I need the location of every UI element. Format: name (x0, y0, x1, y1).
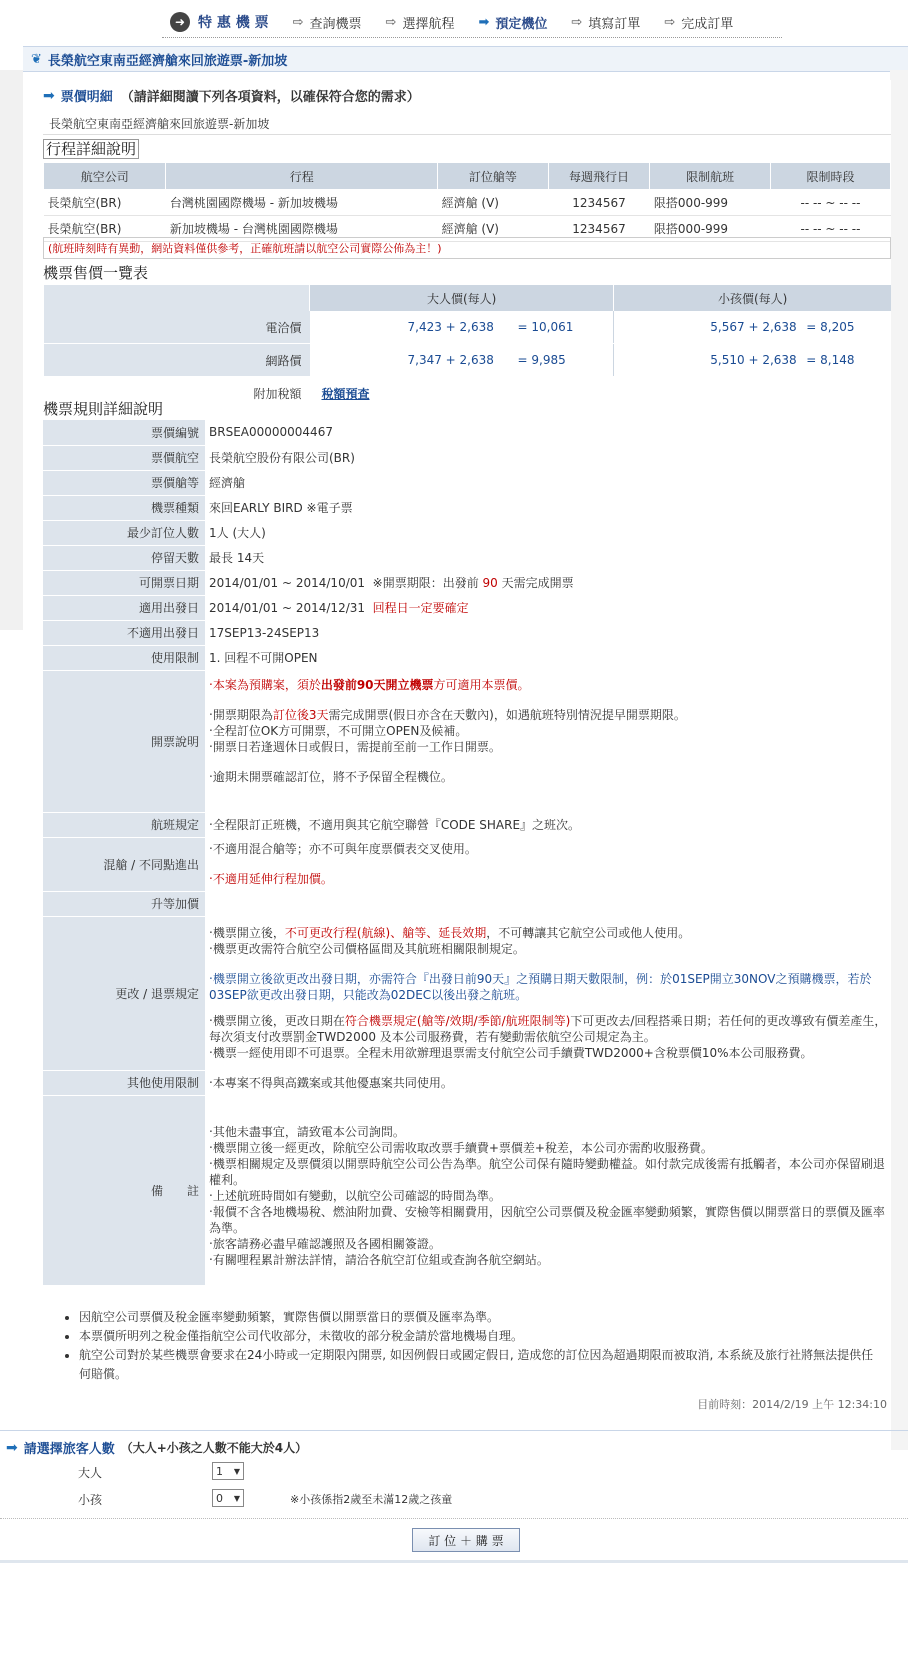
cell-route: 新加坡機場 - 台灣桃園國際機場 (166, 216, 438, 242)
table-row (43, 620, 891, 645)
schedule-warning: (航班時刻時有異動，網站資料僅供參考，正確航班請以航空公司實際公佈為主！) (43, 237, 891, 259)
rule-value: 經濟艙 (205, 470, 891, 495)
rule-label: 備 註 (43, 1095, 205, 1285)
col-header: 小孩價(每人) (614, 285, 891, 311)
child-count-select[interactable] (212, 1489, 244, 1507)
adult-fare (310, 311, 614, 344)
ticketing-line (209, 707, 887, 723)
arrow-right-icon: ➡ (478, 14, 490, 30)
text: ，不可轉讓其它航空公司或他人使用。 (486, 926, 691, 940)
section-title: 請選擇旅客人數 (23, 1442, 115, 1457)
issue-note-tail: 天需完成開票 (501, 576, 574, 590)
arrow-right-icon: ⇨ (664, 14, 676, 30)
rule-value: 來回EARLY BIRD ※電子票 (205, 495, 891, 520)
list-item: • 因航空公司票價及稅金匯率變動頻繁，實際售價以開票當日的票價及匯率為準。 (79, 1308, 883, 1327)
rule-label: 停留天數 (43, 545, 205, 570)
rule-value: 長榮航空股份有限公司(BR) (205, 445, 891, 470)
child-fare-calc: 5,567 + 2,638 (710, 320, 797, 334)
col-header-empty (44, 285, 310, 311)
text: 不可更改行程(航線)、艙等、延長效期 (284, 926, 487, 940)
ticketing-line: ‧全程訂位OK方可開票，不可開立OPEN及候補。 (209, 723, 468, 738)
arrow-right-icon: ⇨ (571, 14, 583, 30)
change-line: ‧機票開立後欲更改出發日期，亦需符合『出發日前90天』之預購日期天數限制，例：於01SEP開立30NOV之預購機票，若於03SEP欲更改出發日期，只能改為02DEC以後出發之航班。 (209, 972, 872, 1002)
book-button[interactable]: 訂 位 ＋ 購 票 (412, 1528, 520, 1552)
remark-line: ‧機票開立後一經更改，除航空公司需收取改票手續費+票價差+稅差，本公司亦需酌收服務費。 (209, 1140, 713, 1155)
rule-value: 17SEP13-24SEP13 (205, 620, 891, 645)
ticketing-line: ‧開票日若逢週休日或假日，需提前至前一工作日開票。 (209, 739, 501, 754)
step-label: 選擇航程 (402, 16, 455, 32)
rule-value: 1. 回程不可開OPEN (205, 645, 891, 670)
ticketing-line: ‧逾期未開票確認訂位，將不予保留全程機位。 (209, 769, 453, 784)
itinerary-table (43, 162, 891, 242)
change-line (209, 1013, 887, 1045)
child-fare-total: = 8,205 (806, 320, 855, 334)
select-value: 0 (216, 1491, 223, 1505)
chevron-down-icon: ▼ (233, 1493, 240, 1503)
child-fare-total: = 8,148 (806, 353, 855, 367)
text: ‧本案為預購案，須於 (209, 677, 321, 692)
step-label: 查詢機票 (309, 16, 362, 32)
child-fare (614, 311, 891, 344)
change-rules (205, 916, 891, 1070)
col-header: 大人價(每人) (310, 285, 614, 311)
brand (170, 12, 269, 32)
step-label: 填寫訂單 (588, 16, 641, 32)
mix-line: ‧不適用混合艙等；亦不可與年度票價表交叉使用。 (209, 842, 477, 856)
remark-line: ‧上述航班時間如有變動，以航空公司確認的時間為準。 (209, 1188, 501, 1203)
rule-label: 機票種類 (43, 495, 205, 520)
col-header: 每週飛行日 (548, 163, 650, 190)
step-bar (170, 10, 757, 34)
product-name: 長榮航空東南亞經濟艙來回旅遊票-新加坡 (43, 113, 891, 135)
adult-label: 大人 (78, 1466, 103, 1480)
rule-label: 其他使用限制 (43, 1070, 205, 1095)
child-fare-calc: 5,510 + 2,638 (710, 353, 797, 367)
remark-line: ‧其他未盡事宜，請致電本公司詢問。 (209, 1124, 405, 1139)
divider (0, 1430, 908, 1431)
table-row (43, 837, 891, 891)
change-line: ‧機票更改需符合航空公司價格區間及其航班相關限制規定。 (209, 942, 525, 956)
table-row (44, 344, 892, 377)
table-row (43, 520, 891, 545)
itinerary-title (43, 138, 139, 159)
fare-label: 電洽價 (44, 311, 310, 344)
fare-table (43, 285, 891, 410)
section-title: 票價明細 (60, 90, 113, 105)
table-row (43, 670, 891, 812)
mix-line: ‧不適用延伸行程加價。 (209, 872, 333, 886)
table-row (43, 916, 891, 1070)
list-item: • 航空公司對於某些機票會要求在24小時或一定期限內開票, 如因例假日或國定假日, 造成您的訂位因為超過期限而被取消, 本系統及旅行社將無法提供任何賠償。 (79, 1346, 883, 1384)
change-line: ‧機票一經使用即不可退票。全程未用欲辦理退票需支付航空公司手續費TWD2000+含稅票價10%本公司服務費。 (209, 1046, 813, 1060)
notes (63, 1308, 883, 1384)
step-reserve (478, 13, 547, 32)
left-gutter (0, 70, 23, 630)
adult-fare (310, 344, 614, 377)
rule-label: 航班規定 (43, 812, 205, 837)
main-panel (43, 80, 891, 1510)
table-row (43, 445, 891, 470)
rule-value: ‧全程限訂正班機，不適用與其它航空聯營『CODE SHARE』之班次。 (205, 812, 891, 837)
cell-class: 經濟艙 (V) (438, 216, 549, 242)
rule-label: 票價航空 (43, 445, 205, 470)
tax-preview-link[interactable]: 稅額預查 (321, 386, 370, 401)
text: 訂位後3天 (272, 707, 329, 722)
brand-label: 特 惠 機 票 (198, 15, 269, 31)
itinerary-title-text: 行程詳細說明 (43, 139, 139, 159)
rule-value-empty (205, 891, 891, 916)
text: 下可更改去/回程搭乘日期；若任何的更改導致有價差產生，每次須支付改票罰金TWD2000 及本公司服務費，若有變動需依航空公司規定為主。 (209, 1014, 887, 1044)
table-row (43, 420, 891, 445)
rule-value (205, 595, 891, 620)
rule-value (205, 570, 891, 595)
cell-days: 1234567 (548, 190, 650, 216)
rule-label: 混艙 / 不同點進出 (43, 837, 205, 891)
col-header: 訂位艙等 (438, 163, 549, 190)
rule-value: ‧本專案不得與高鐵案或其他優惠案共同使用。 (205, 1070, 891, 1095)
rule-label: 開票說明 (43, 670, 205, 812)
rule-label: 使用限制 (43, 645, 205, 670)
ticketing-line (209, 677, 887, 693)
rule-label: 更改 / 退票規定 (43, 916, 205, 1070)
table-row (44, 190, 891, 216)
ticketing-rules (205, 670, 891, 812)
col-header: 限制航班 (650, 163, 771, 190)
rule-value (205, 837, 891, 891)
cell-days: 1234567 (548, 216, 650, 242)
table-row (44, 311, 892, 344)
rule-value: BRSEA00000004467 (205, 420, 891, 445)
child-note: ※小孩係指2歲至未滿12歲之孩童 (290, 1493, 453, 1506)
page-title: 長榮航空東南亞經濟艙來回旅遊票-新加坡 (47, 53, 288, 69)
remark-line: ‧有關哩程累計辦法詳情，請洽各航空訂位組或查詢各航空網站。 (209, 1252, 549, 1267)
current-time: 目前時刻：2014/2/19 上午 12:34:10 (697, 1398, 887, 1411)
table-row (43, 570, 891, 595)
cell-airline: 長榮航空(BR) (44, 190, 166, 216)
remark-line: ‧報價不含各地機場稅、燃油附加費、安檢等相關費用，因航空公司票價及稅金匯率變動頻繁，實際售價以開票當日的票價及匯率為準。 (209, 1204, 885, 1235)
rules-title: 機票規則詳細說明 (43, 400, 164, 418)
remark-line: ‧機票相關規定及票價須以開票時航空公司公告為準。航空公司保有隨時變動權益。如付款完成後需有抵觸者，本公司亦保留刷退權利。 (209, 1156, 885, 1187)
adult-fare-total: = 10,061 (517, 320, 574, 334)
cell-time: -- -- ~ -- -- (770, 190, 890, 216)
change-line (209, 925, 887, 941)
rules-table (43, 420, 891, 1286)
arrow-right-icon: ➡ (6, 1439, 18, 1456)
table-row (43, 1095, 891, 1285)
table-row (43, 495, 891, 520)
table-row (43, 470, 891, 495)
arrow-right-icon: ⇨ (385, 14, 397, 30)
cell-flight: 限搭000-999 (650, 216, 771, 242)
text: 方可適用本票價。 (433, 677, 530, 692)
adult-fare-total: = 9,985 (517, 353, 566, 367)
rule-label: 可開票日期 (43, 570, 205, 595)
rule-label: 票價編號 (43, 420, 205, 445)
step-complete (664, 13, 733, 32)
cell-time: -- -- ~ -- -- (770, 216, 890, 242)
step-select (386, 13, 455, 32)
rule-value: 1人 (大人) (205, 520, 891, 545)
leaf-icon: ❦ (31, 51, 42, 67)
remark-line: ‧旅客請務必盡早確認護照及各國相關簽證。 (209, 1236, 441, 1251)
cell-route: 台灣桃園國際機場 - 新加坡機場 (166, 190, 438, 216)
select-value: 1 (216, 1464, 223, 1478)
step-label: 預定機位 (495, 16, 548, 32)
rule-label: 最少訂位人數 (43, 520, 205, 545)
col-header: 限制時段 (770, 163, 890, 190)
table-row (43, 645, 891, 670)
text: 出發前90天開立機票 (320, 677, 434, 692)
table-row (43, 891, 891, 916)
issue-note: ※開票期限：出發前 (372, 576, 479, 590)
remarks (205, 1095, 891, 1285)
rule-label: 票價艙等 (43, 470, 205, 495)
arrow-right-icon: ⇨ (292, 14, 304, 30)
divider (0, 1518, 908, 1519)
col-header: 行程 (166, 163, 438, 190)
adult-fare-calc: 7,347 + 2,638 (407, 353, 494, 367)
rule-label: 升等加價 (43, 891, 205, 916)
arrow-circle-icon: ➜ (170, 12, 190, 32)
issue-range: 2014/01/01 ~ 2014/10/01 (209, 576, 366, 590)
text: ‧機票開立後， (209, 926, 285, 940)
chevron-down-icon: ▼ (233, 1466, 240, 1476)
cell-class: 經濟艙 (V) (438, 190, 549, 216)
cell-airline: 長榮航空(BR) (44, 216, 166, 242)
fares-title: 機票售價一覽表 (43, 264, 149, 282)
table-row (43, 812, 891, 837)
table-row (44, 377, 892, 410)
divider (162, 37, 782, 38)
table-row (43, 1070, 891, 1095)
cell-flight: 限搭000-999 (650, 190, 771, 216)
fare-label: 網路價 (44, 344, 310, 377)
depart-note: 回程日一定要確定 (372, 601, 469, 615)
rule-label: 適用出發日 (43, 595, 205, 620)
tax-label: 附加稅額 (44, 377, 310, 410)
adult-count-select[interactable] (212, 1462, 244, 1480)
table-row (43, 545, 891, 570)
step-search (293, 13, 362, 32)
footer-strip (0, 1560, 908, 1563)
page-title-bar (23, 46, 908, 72)
arrow-right-icon: ➡ (43, 87, 55, 104)
text: ‧開票期限為 (209, 707, 273, 722)
step-label: 完成訂單 (681, 16, 734, 32)
child-label: 小孩 (78, 1493, 103, 1507)
fare-section-heading (43, 86, 420, 105)
text: ‧機票開立後，更改日期在 (209, 1014, 345, 1028)
text: 需完成開票(假日亦含在天數內)，如遇航班特別情況提早開票期限。 (328, 707, 686, 722)
table-row (43, 595, 891, 620)
section-note: （大人+小孩之人數不能大於4人） (120, 1441, 308, 1455)
list-item: • 本票價所明列之稅金僅指航空公司代收部分，未徵收的部分稅金請於當地機場自理。 (79, 1327, 883, 1346)
rule-label: 不適用出發日 (43, 620, 205, 645)
child-fare (614, 344, 891, 377)
text: 符合機票規定(艙等/效期/季節/航班限制等) (344, 1014, 571, 1028)
depart-range: 2014/01/01 ~ 2014/12/31 (209, 601, 366, 615)
right-gutter (890, 70, 908, 1450)
passenger-heading (6, 1438, 307, 1457)
adult-fare-calc: 7,423 + 2,638 (407, 320, 494, 334)
rule-value: 最長 14天 (205, 545, 891, 570)
section-note: （請詳細閱讀下列各項資料，以確保符合您的需求） (120, 90, 420, 105)
col-header: 航空公司 (44, 163, 166, 190)
issue-days: 90 (482, 576, 498, 590)
step-fill (571, 13, 640, 32)
